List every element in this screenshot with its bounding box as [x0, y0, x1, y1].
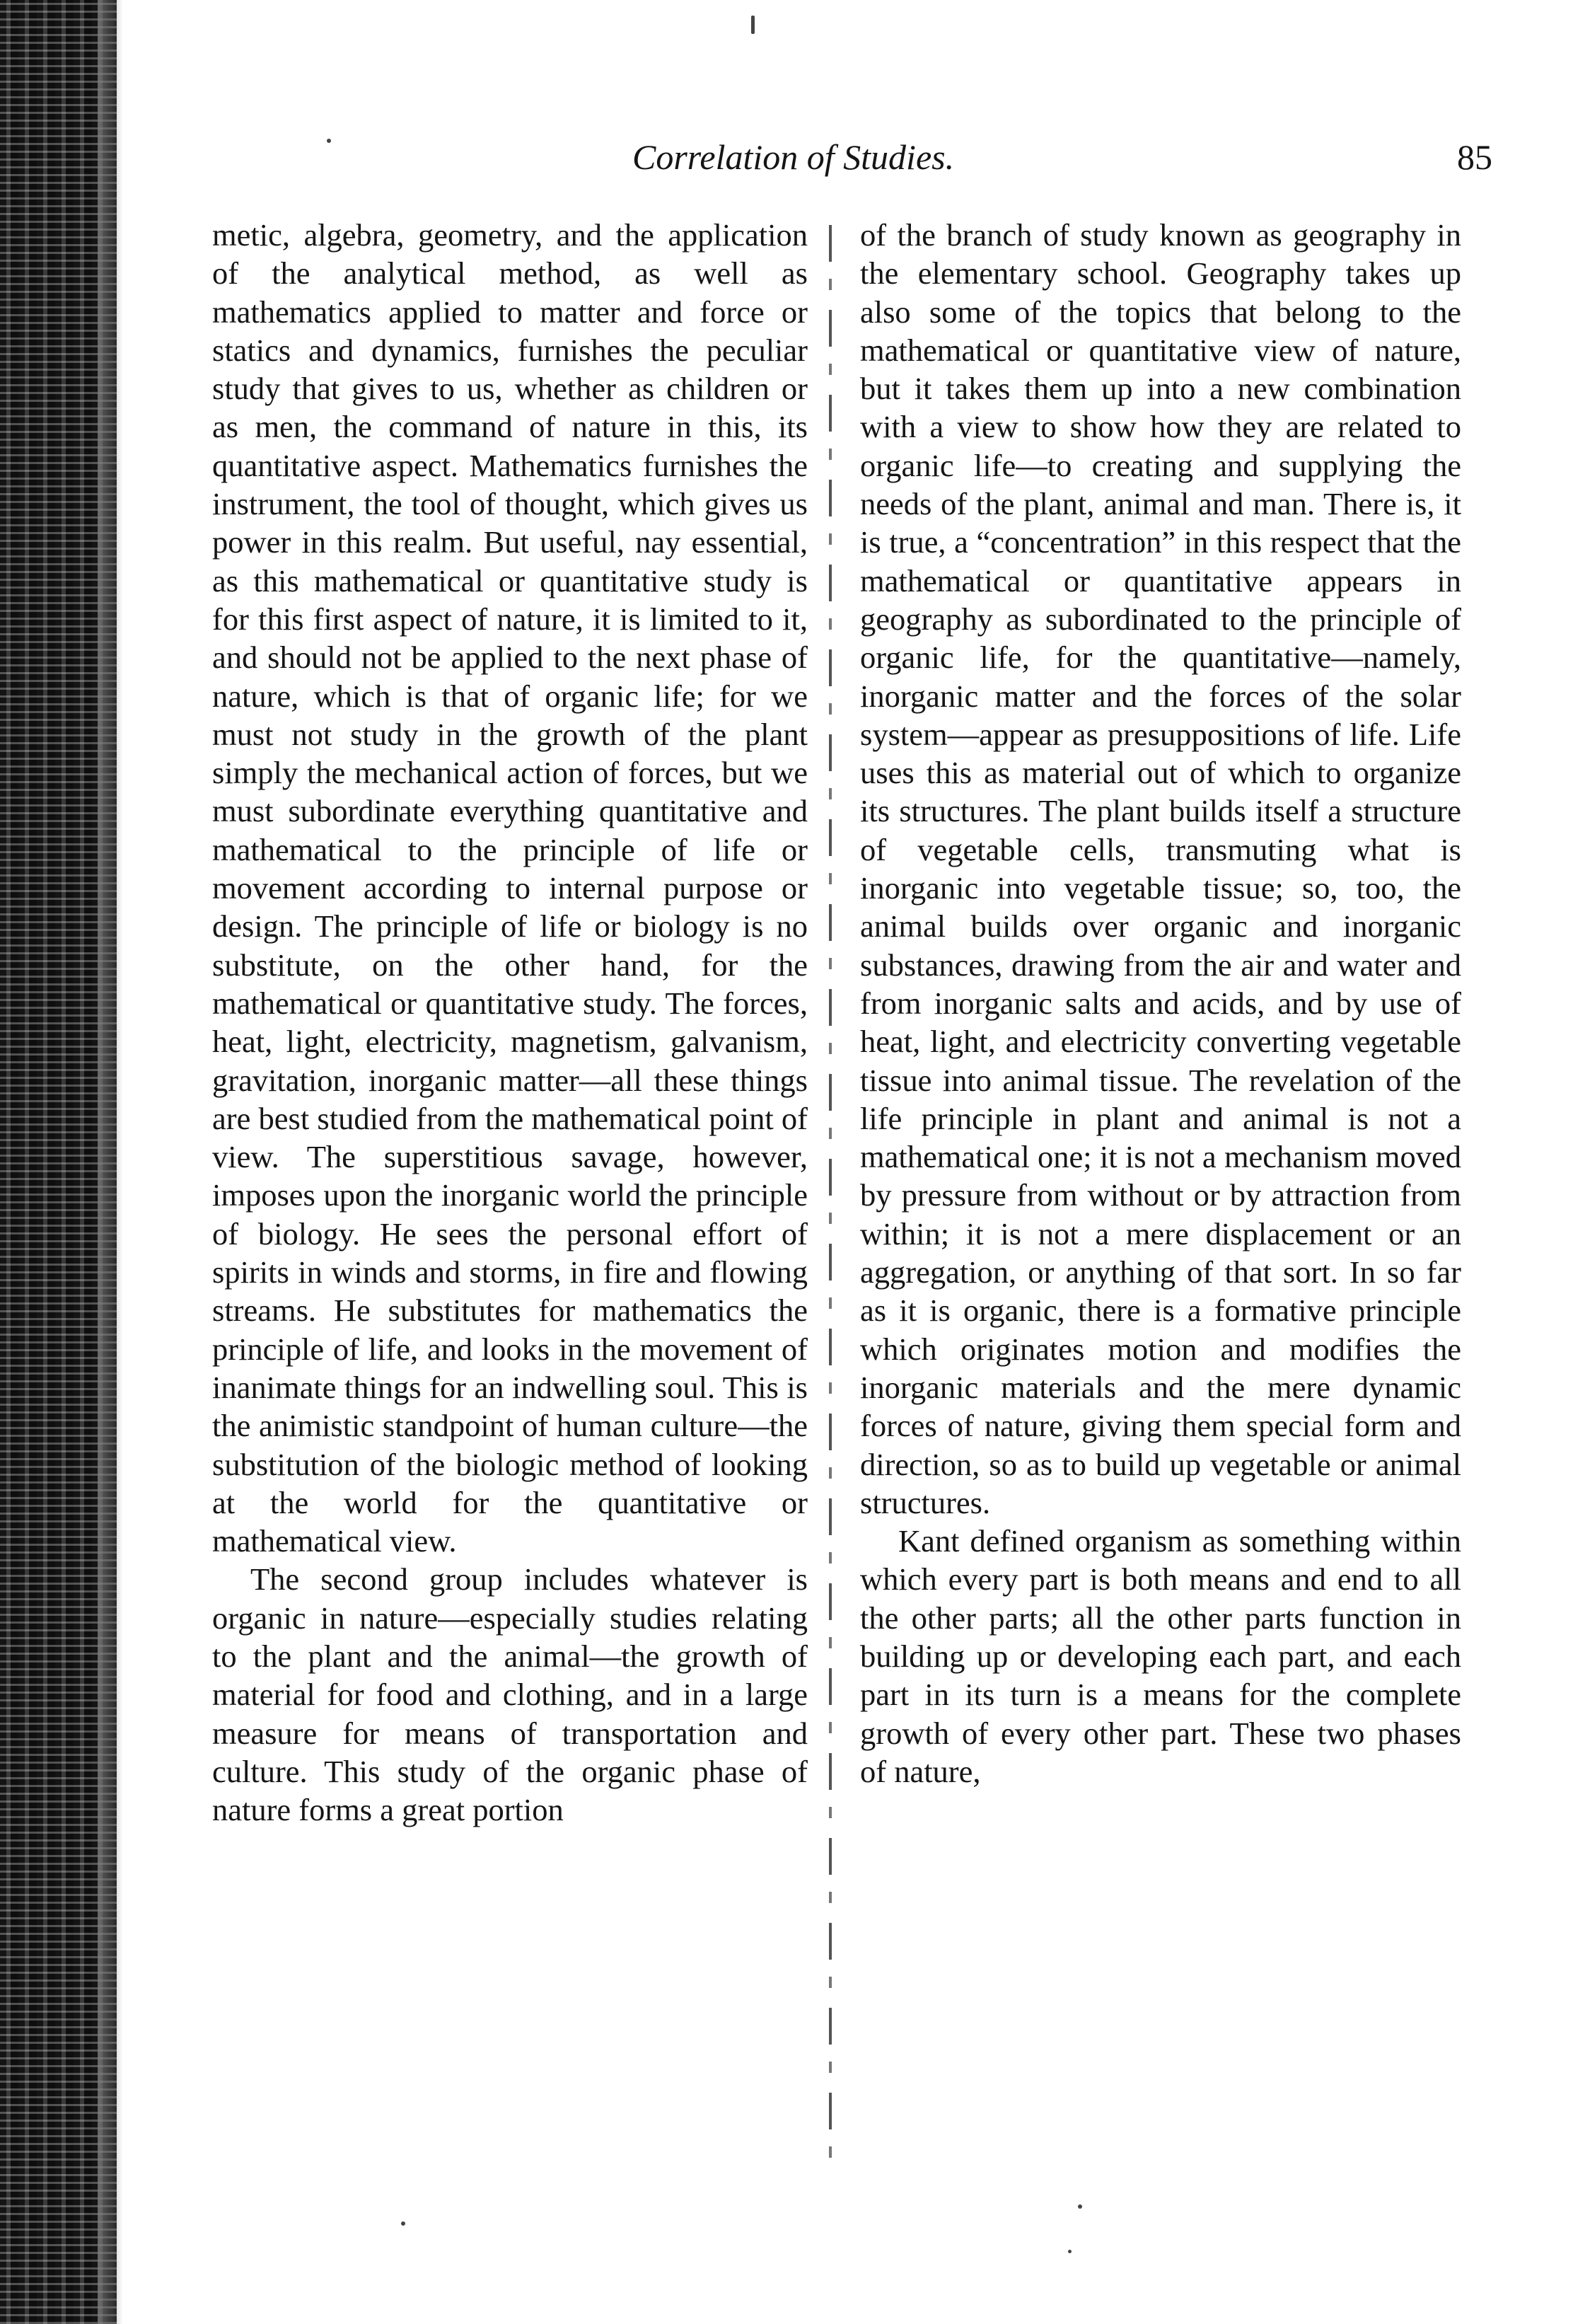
spine-edge-gradient	[98, 0, 123, 2324]
page-number: 85	[1457, 137, 1492, 177]
left-column	[212, 216, 808, 1829]
speck	[1068, 2250, 1072, 2253]
running-title: Correlation of Studies.	[632, 137, 955, 177]
page-header	[212, 129, 1492, 185]
left-paragraph-1: metic, algebra, geometry, and the application of the analytical method, as well as mathematics applied to matter and force or statics and dynamics, furnishes the peculiar study that gives to us, whether as children or as men, the command of nature in this, its quantitative aspect. Mathematics furnishes the instrument, the tool of thought, which gives us power in this realm. But useful, nay essential, as this mathematical or quantitative study is for this first aspect of nature, it is limited to it, and should not be applied to the next phase of nature, which is that of organic life; for we must not study in the growth of the plant simply the mechanical action of forces, but we must subordinate everything quantitative and mathematical to the principle of life or movement according to internal purpose or design. The principle of life or biology is no substitute, on the other hand, for the mathematical or quantitative study. The forces, heat, light, electricity, magnetism, galvanism, gravitation, inorganic matter—all these things are best studied from the mathematical point of view. The superstitious savage, however, imposes upon the inorganic world the principle of biology. He sees the personal effort of spirits in winds and storms, in fire and flowing streams. He substitutes for mathematics the principle of life, and looks in the movement of inanimate things for an indwelling soul. This is the animistic standpoint of human culture—the substitution of the biologic method of looking at the world for the quantitative or mathematical view.	[212, 217, 808, 1559]
left-paragraph-2: The second group includes whatever is organic in nature—especially studies relating to the plant and the animal—the growth of material for food and clothing, and in a large measure for means of transportation and culture. This study of the organic phase of nature forms a great portion	[212, 1561, 808, 1828]
column-rule	[829, 225, 832, 2178]
right-paragraph-2: Kant defined organism as something within which every part is both means and end to all the other parts; all the other parts function in building up or developing each part, and each part in its turn is a means for the complete growth of every other part. These two phases of nature,	[860, 1523, 1461, 1789]
right-column	[860, 216, 1461, 1791]
speck	[401, 2221, 405, 2226]
speck	[751, 16, 755, 34]
right-paragraph-1: of the branch of study known as geography in the elementary school. Geography takes up also some of the topics that belong to the mathematical or quantitative view of nature, but it takes them up into a new combination with a view to show how they are related to organic life—to creating and supplying the needs of the plant, animal and man. There is, it is true, a “concentration” in this respect that the mathematical or quantitative appears in geography as subordinated to the principle of organic life, for the quantitative—namely, inorganic matter and the forces of the solar system—appear as presuppositions of life. Life uses this as material out of which to organize its structures. The plant builds itself a structure of vegetable cells, transmuting what is inorganic into vegetable tissue; so, too, the animal builds over organic and inorganic substances, drawing from the air and water and from inorganic salts and acids, and by use of heat, light, and electricity converting vegetable tissue into animal tissue. The revelation of the life principle in plant and animal is not a mathematical one; it is not a mechanism moved by pressure from without or by attraction from within; it is not a mere displacement or an aggregation, or anything of that sort. In so far as it is organic, there is a formative principle which originates motion and modifies the inorganic materials and the mere dynamic forces of nature, giving them special form and direction, so as to build up vegetable or animal structures.	[860, 217, 1461, 1520]
speck	[1078, 2204, 1082, 2209]
